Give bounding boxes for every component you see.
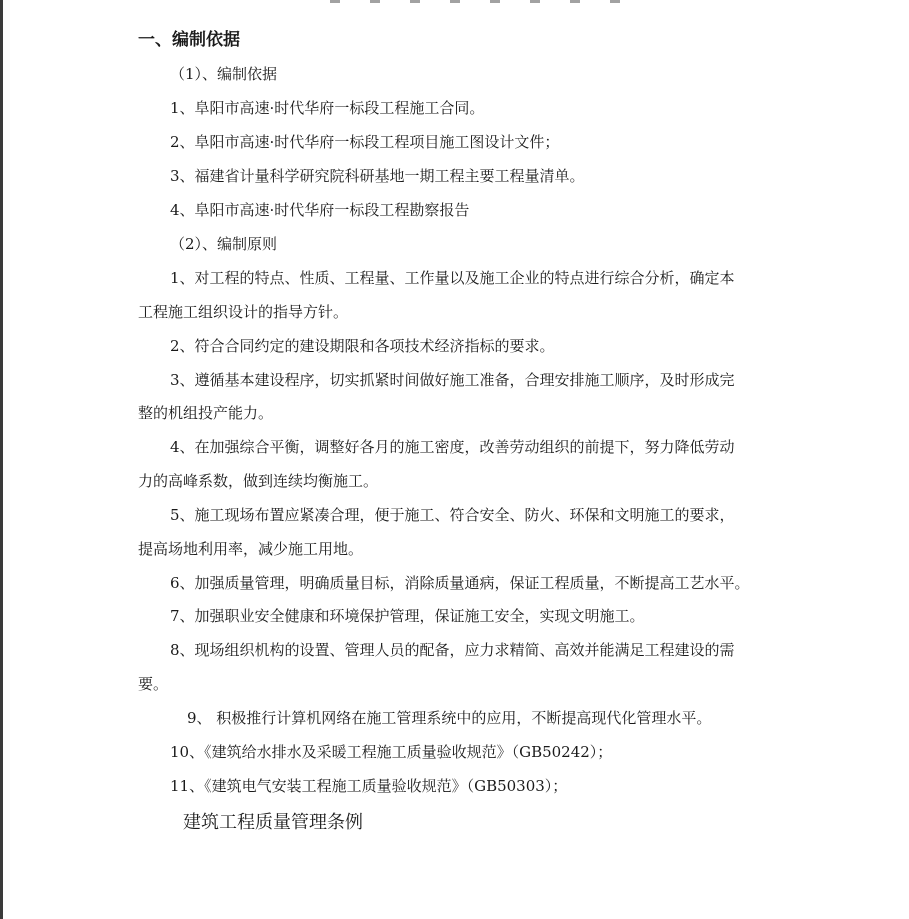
page-left-border	[0, 0, 3, 919]
principle-line: 工程施工组织设计的指导方针。	[138, 303, 349, 321]
basis-item: 3、福建省计量科学研究院科研基地一期工程主要工程量清单。	[170, 167, 585, 185]
principle-line: 10、《建筑给水排水及采暖工程施工质量验收规范》（GB50242）；	[170, 743, 613, 761]
principle-line: 1、对工程的特点、性质、工程量、工作量以及施工企业的特点进行综合分析，确定本	[170, 269, 735, 287]
principle-line: 5、施工现场布置应紧凑合理，便于施工、符合安全、防火、环保和文明施工的要求，	[170, 506, 735, 524]
basis-item: 1、阜阳市高速·时代华府一标段工程施工合同。	[170, 99, 485, 117]
principle-line: 4、在加强综合平衡，调整好各月的施工密度，改善劳动组织的前提下，努力降低劳动	[170, 438, 735, 456]
principle-line: 8、现场组织机构的设置、管理人员的配备，应力求精简、高效并能满足工程建设的需	[170, 641, 735, 659]
principle-line: 2、符合合同约定的建设期限和各项技术经济指标的要求。	[170, 337, 555, 355]
principle-line: 11、《建筑电气安装工程施工质量验收规范》（GB50303）；	[170, 777, 568, 795]
subsection-title-principles: （2）、编制原则	[170, 235, 278, 253]
basis-item: 4、阜阳市高速·时代华府一标段工程勘察报告	[170, 201, 470, 219]
basis-item: 2、阜阳市高速·时代华府一标段工程项目施工图设计文件；	[170, 133, 560, 151]
principle-line: 6、加强质量管理，明确质量目标，消除质量通病，保证工程质量，不断提高工艺水平。	[170, 574, 750, 592]
principle-line: 9、 积极推行计算机网络在施工管理系统中的应用，不断提高现代化管理水平。	[187, 709, 712, 727]
subsection-title-basis: （1）、编制依据	[170, 65, 278, 83]
principle-line: 要。	[138, 675, 169, 693]
subheading: 建筑工程质量管理条例	[183, 812, 363, 833]
principle-line: 7、加强职业安全健康和环境保护管理，保证施工安全，实现文明施工。	[170, 607, 645, 625]
principle-line: 提高场地利用率，减少施工用地。	[138, 540, 364, 558]
principle-line: 力的高峰系数，做到连续均衡施工。	[138, 472, 379, 490]
top-header-fragment	[330, 0, 620, 3]
section-heading: 一、编制依据	[138, 30, 240, 50]
principle-line: 3、遵循基本建设程序，切实抓紧时间做好施工准备，合理安排施工顺序，及时形成完	[170, 371, 735, 389]
principle-line: 整的机组投产能力。	[138, 404, 274, 422]
